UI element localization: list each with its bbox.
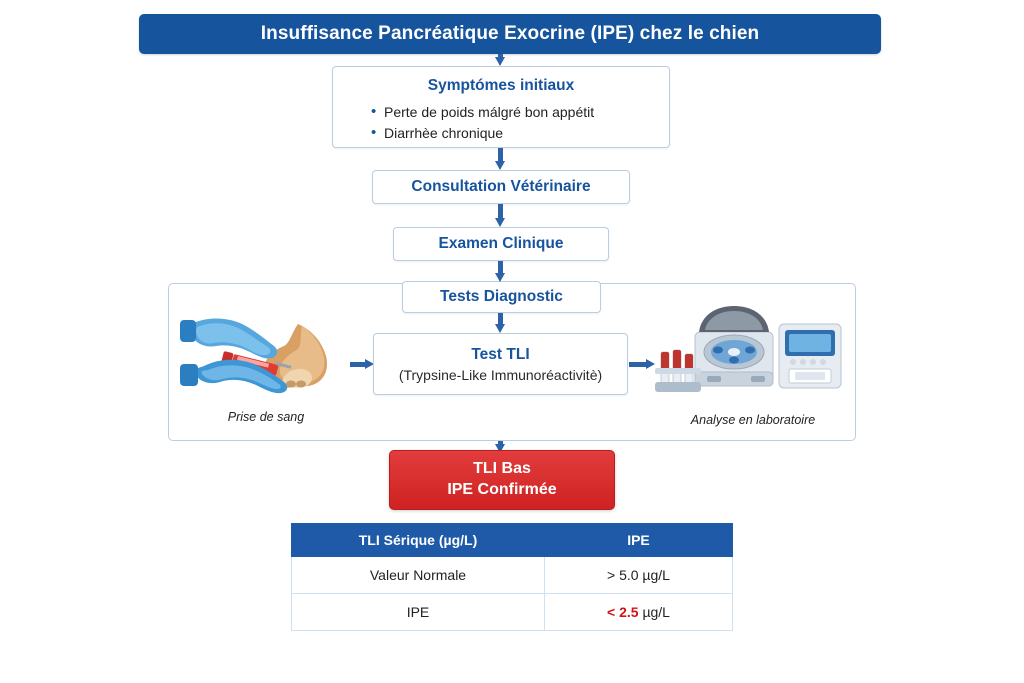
- arrow-tli-to-lab: [629, 359, 655, 370]
- diagnostic-tests-box: [402, 281, 601, 313]
- arrow-title-to-symptoms: [495, 54, 506, 66]
- blood-draw-caption: Prise de sang: [227, 410, 305, 424]
- list-item: • Perte de poids málgré bon appétit: [371, 102, 594, 123]
- arrow-symptoms-to-consultation: [495, 148, 506, 170]
- lab-analysis-illustration: [655, 298, 851, 427]
- table-cell-value-unit: µg/L: [642, 604, 670, 620]
- table-cell-label: IPE: [292, 594, 545, 631]
- arrow-tests-to-tli: [495, 313, 506, 333]
- clinical-exam-box: [393, 227, 609, 261]
- table-cell-label: Valeur Normale: [292, 557, 545, 594]
- table-cell-value: [545, 594, 733, 631]
- table-cell-value: > 5.0 µg/L: [545, 557, 733, 594]
- list-item: • Diarrhèe chronique: [371, 123, 594, 144]
- centrifuge-icon: [655, 298, 851, 408]
- table-header-row: [292, 524, 733, 557]
- tli-reference-table: [291, 523, 733, 631]
- arrow-blooddraw-to-tli: [350, 359, 374, 370]
- result-line-1: TLI Bas: [473, 460, 531, 478]
- arrow-exam-to-tests: [495, 261, 506, 282]
- diagnostic-tests-label: Tests Diagnostic: [440, 288, 563, 306]
- consultation-label: Consultation Vétérinaire: [411, 178, 591, 196]
- table-header-cell: IPE: [545, 524, 733, 557]
- table-row: [292, 594, 733, 631]
- blood-draw-illustration: [180, 296, 352, 424]
- table-row: [292, 557, 733, 594]
- page-title: Insuffisance Pancréatique Exocrine (IPE) chez le chien: [139, 14, 881, 54]
- result-box: [389, 450, 615, 510]
- symptoms-box: [332, 66, 670, 148]
- gloved-hands-blood-draw-icon: [180, 296, 352, 406]
- clinical-exam-label: Examen Clinique: [438, 235, 564, 253]
- table-header-cell: TLI Sérique (µg/L): [292, 524, 545, 557]
- symptoms-heading: Symptómes initiaux: [427, 77, 575, 94]
- tli-test-title: Test TLI: [471, 346, 530, 364]
- tli-test-box: [373, 333, 628, 395]
- result-line-2: IPE Confirmée: [447, 481, 557, 498]
- arrow-consultation-to-exam: [495, 204, 506, 227]
- lab-analysis-caption: Analyse en laboratoire: [690, 413, 816, 427]
- symptoms-list: [333, 102, 594, 144]
- table-cell-value-number: < 2.5: [607, 604, 643, 620]
- consultation-box: [372, 170, 630, 204]
- tli-test-subtitle: (Trypsine-Like Immunoréactivitè): [398, 366, 603, 383]
- lab-analyzer-icon: [779, 324, 841, 388]
